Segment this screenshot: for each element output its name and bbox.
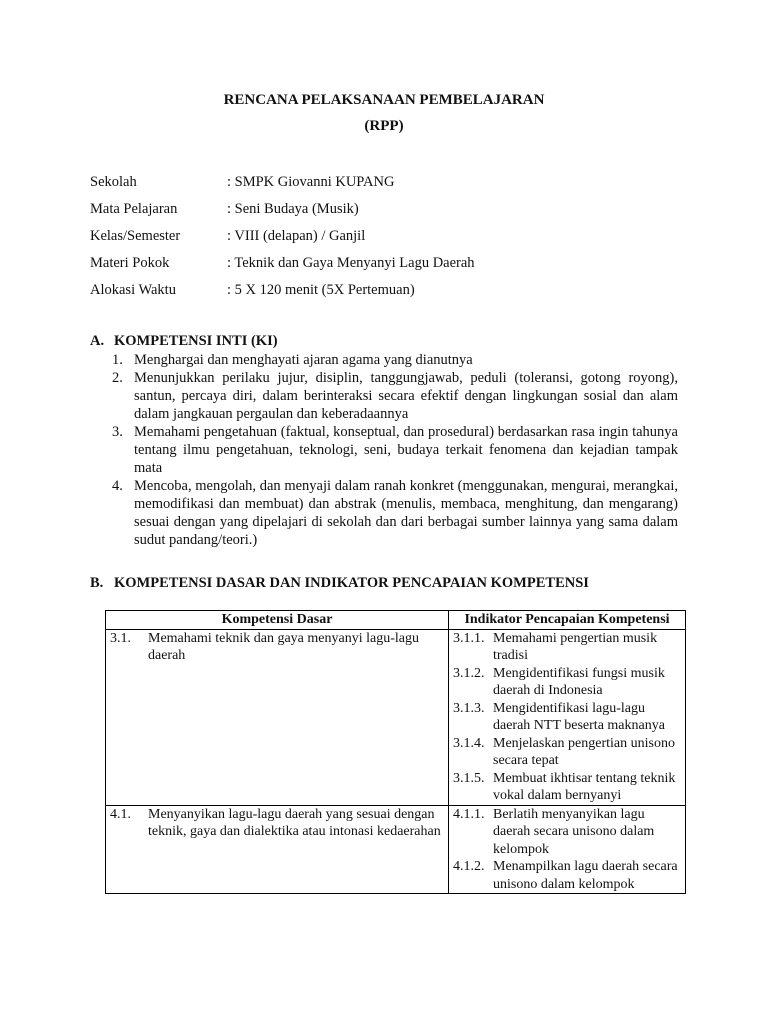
table-header-kd: Kompetensi Dasar — [106, 611, 449, 630]
list-item — [112, 351, 678, 369]
identity-label: Materi Pokok — [90, 255, 170, 271]
identity-label: Mata Pelajaran — [90, 201, 178, 217]
indicator-number: 4.1.2. — [453, 859, 485, 874]
identity-label: Alokasi Waktu — [90, 282, 176, 298]
section-a-heading — [90, 333, 278, 350]
identity-value: : VIII (delapan) / Ganjil — [227, 228, 366, 244]
indicator-item — [453, 770, 681, 805]
list-number: 2. — [112, 370, 123, 386]
kd-number: 4.1. — [110, 806, 131, 822]
kompetensi-inti-list — [112, 351, 678, 549]
table-header-row — [106, 611, 686, 630]
list-text: Menghargai dan menghayati ajaran agama yang dianutnya — [134, 352, 473, 368]
indicator-text: Mengidentifikasi lagu-lagu daerah NTT beserta maknanya — [493, 700, 665, 733]
kd-item — [110, 630, 444, 665]
list-text: Mencoba, mengolah, dan menyaji dalam ranah konkret (menggunakan, mengurai, merangkai, memodifikasi dan membuat) dan abstrak (menulis, membaca, menghitung, dan mengarang) sesuai dengan yang dipelajari di sekolah dan dari berbagai sumber lainnya yang sama dalam sudut pandang/teori.) — [134, 478, 678, 548]
list-number: 1. — [112, 352, 123, 368]
identity-value: : Seni Budaya (Musik) — [227, 201, 359, 217]
kd-text: Menyanyikan lagu-lagu daerah yang sesuai dengan teknik, gaya dan dialektika atau intonasi kedaerahan — [148, 806, 441, 839]
indicator-text: Menjelaskan pengertian unisono secara tepat — [493, 735, 675, 768]
section-letter: B. — [90, 575, 104, 591]
kd-cell — [106, 629, 449, 805]
identity-value: : 5 X 120 menit (5X Pertemuan) — [227, 282, 415, 298]
competency-table — [105, 610, 686, 894]
section-title: KOMPETENSI INTI (KI) — [114, 333, 278, 349]
identity-label: Sekolah — [90, 174, 137, 190]
indicator-item — [453, 735, 681, 770]
indicator-number: 3.1.2. — [453, 665, 485, 681]
indicator-item — [453, 630, 681, 665]
kd-text: Memahami teknik dan gaya menyanyi lagu-lagu daerah — [148, 630, 419, 663]
identity-value: : Teknik dan Gaya Menyanyi Lagu Daerah — [227, 255, 475, 271]
list-item — [112, 423, 678, 477]
indicator-number: 3.1.5. — [453, 770, 485, 786]
indicator-item — [453, 806, 681, 859]
indicator-number: 3.1.3. — [453, 700, 485, 716]
indicator-item — [453, 700, 681, 735]
indicator-number: 4.1.1. — [453, 806, 485, 822]
table-row — [106, 805, 686, 894]
indicator-item — [453, 665, 681, 700]
kd-item — [110, 806, 444, 841]
identity-label: Kelas/Semester — [90, 228, 181, 244]
kd-cell — [106, 805, 449, 894]
indicator-text: Berlatih menyanyikan lagu daerah secara unisono dalam kelompok — [493, 806, 655, 857]
document-subtitle: (RPP) — [364, 118, 404, 134]
indicator-text: Mengidentifikasi fungsi musik daerah di Indonesia — [493, 665, 665, 698]
identity-value: : SMPK Giovanni KUPANG — [227, 174, 395, 190]
document-title: RENCANA PELAKSANAAN PEMBELAJARAN — [223, 92, 545, 108]
section-letter: A. — [90, 333, 105, 349]
section-title: KOMPETENSI DASAR DAN INDIKATOR PENCAPAIAN KOMPETENSI — [114, 575, 589, 591]
list-number: 4. — [112, 478, 123, 494]
indicator-text: Menampilkan lagu daerah secara unisono dalam kelompok — [493, 859, 678, 892]
indicator-number: 3.1.1. — [453, 630, 485, 646]
list-item — [112, 369, 678, 423]
table-header-ipk: Indikator Pencapaian Kompetensi — [449, 611, 686, 630]
list-number: 3. — [112, 424, 123, 440]
list-text: Memahami pengetahuan (faktual, konseptual, dan prosedural) berdasarkan rasa ingin tahunya tentang ilmu pengetahuan, teknologi, seni, budaya terkait fenomena dan kejadian tampak mata — [134, 424, 678, 476]
indicator-item — [453, 858, 681, 893]
table-row — [106, 629, 686, 805]
list-text: Menunjukkan perilaku jujur, disiplin, tanggungjawab, peduli (toleransi, gotong royong), santun, percaya diri, dalam berinteraksi secara efektif dengan lingkungan sosial dan alam dalam jangkauan pergaulan dan keberadaannya — [134, 370, 678, 422]
section-b-heading — [90, 575, 589, 592]
kd-number: 3.1. — [110, 630, 131, 646]
indicator-text: Membuat ikhtisar tentang teknik vokal dalam bernyanyi — [493, 770, 676, 803]
indicator-number: 3.1.4. — [453, 735, 485, 751]
indicator-cell — [449, 805, 686, 894]
list-item — [112, 477, 678, 549]
indicator-text: Memahami pengertian musik tradisi — [493, 630, 658, 663]
indicator-cell — [449, 629, 686, 805]
